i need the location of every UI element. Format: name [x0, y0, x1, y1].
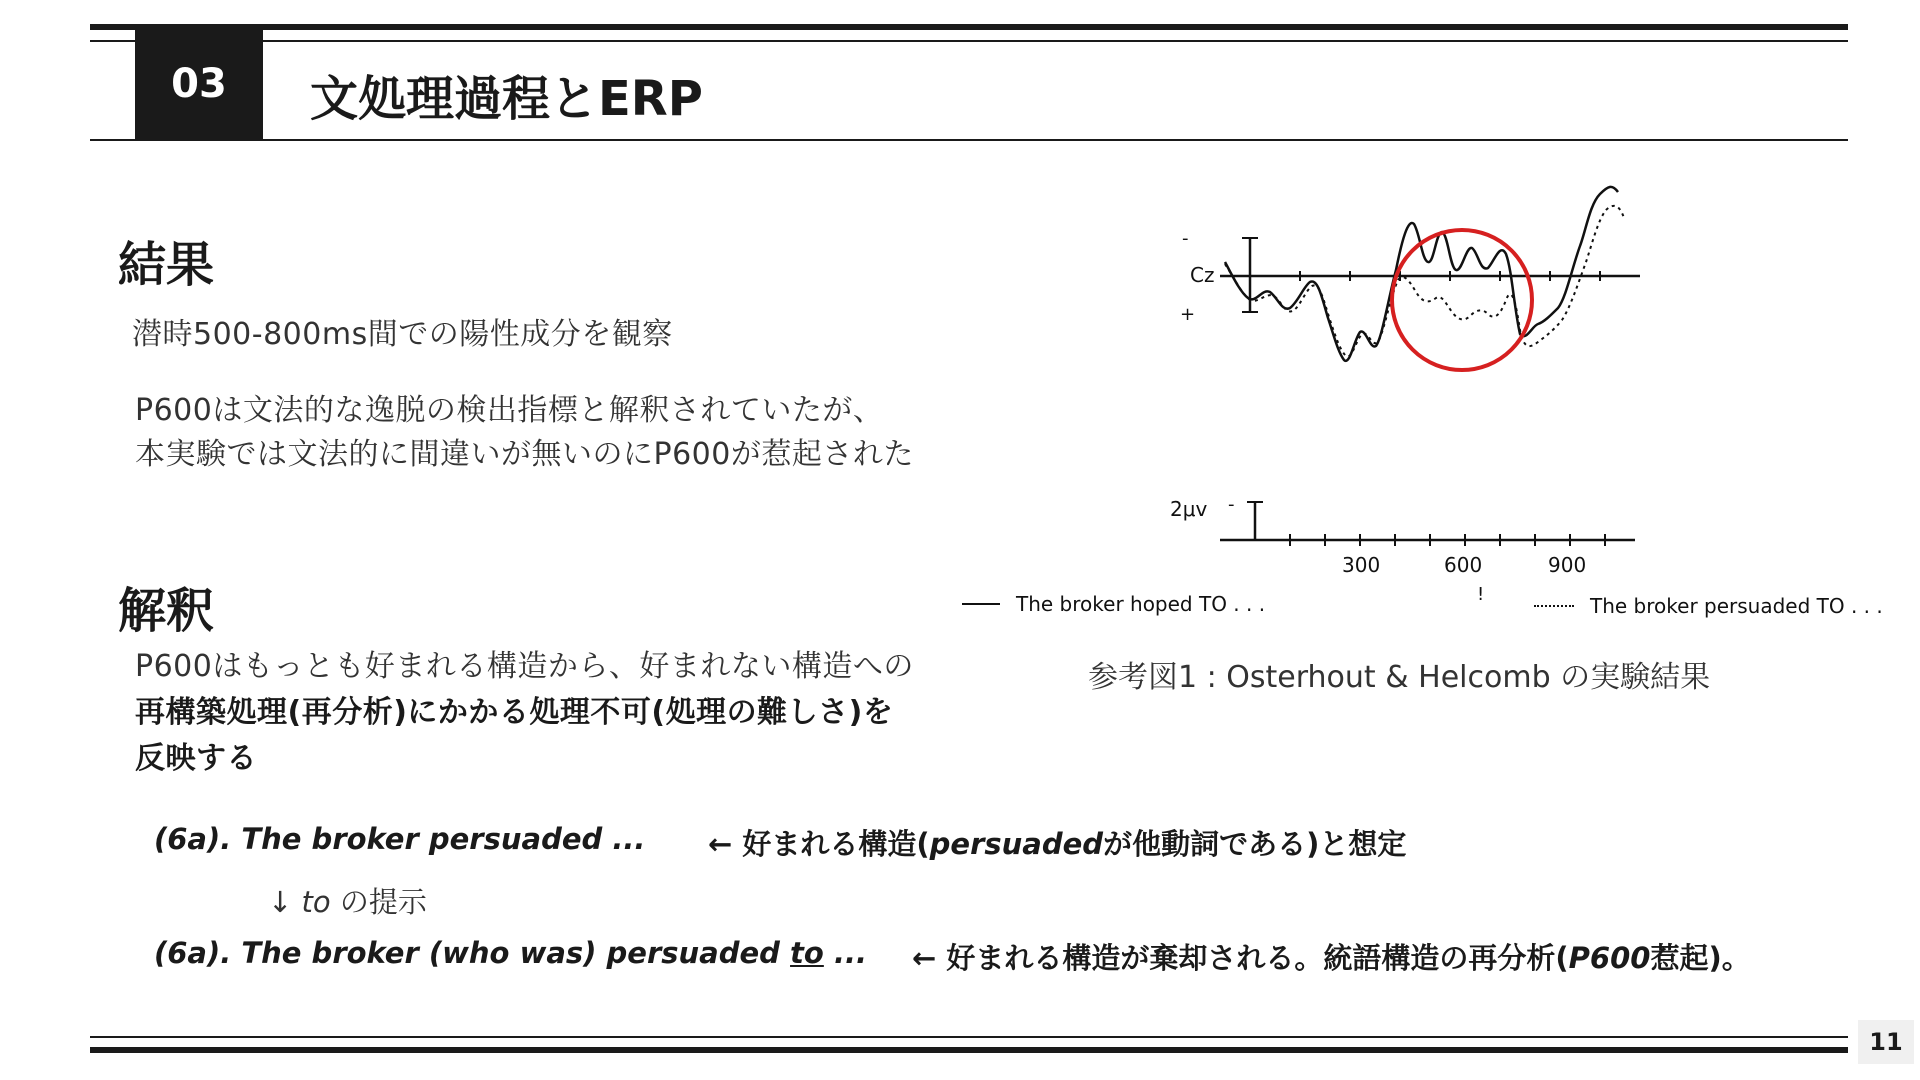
interpretation-line-3: 反映する — [135, 741, 257, 776]
section-number-badge: 03 — [135, 28, 263, 140]
erp-solid-waveform — [1225, 187, 1618, 361]
figure-caption: 参考図1 : Osterhout & Helcomb の実験結果 — [1088, 660, 1711, 695]
channel-label: Cz — [1190, 263, 1215, 287]
legend-dotted-label: The broker persuaded TO . . . — [1590, 594, 1883, 618]
tick-900: 900 — [1548, 553, 1587, 577]
legend-solid-line — [962, 603, 1000, 605]
bottom-thick-rule — [90, 1047, 1848, 1053]
onset-mark: ! — [1477, 584, 1485, 605]
to-presentation-line — [268, 880, 427, 921]
example-2-prefix: (6a). The broker (who was) persuaded — [154, 936, 791, 970]
legend-dotted-line — [1534, 605, 1574, 607]
example-1: (6a). The broker persuaded ... — [154, 822, 646, 856]
down-arrow: ↓ — [268, 885, 302, 919]
example-1-note — [708, 822, 1406, 863]
example-2-note-italic: P600 — [1568, 941, 1651, 975]
example-2-note-b: 惹起)。 — [1650, 941, 1751, 975]
plus-sign: + — [1180, 304, 1196, 325]
page-title: 文処理過程とERP — [310, 71, 703, 127]
tick-600: 600 — [1444, 553, 1483, 577]
legend-solid-label: The broker hoped TO . . . — [1016, 592, 1266, 616]
example-1-note-rest: が他動詞である)と想定 — [1103, 827, 1407, 861]
top-thin-rule — [90, 40, 1848, 42]
bottom-thin-rule — [90, 1036, 1848, 1038]
tick-300: 300 — [1342, 553, 1381, 577]
example-2-note — [912, 936, 1751, 977]
example-1-note-italic: persuaded — [929, 827, 1104, 861]
results-line-1: 潜時500-800ms間での陽性成分を観察 — [132, 317, 673, 352]
interpretation-line-1: P600はもっとも好まれる構造から、好まれない構造への — [135, 649, 914, 684]
page-number: 11 — [1858, 1020, 1914, 1064]
example-2-suffix: ... — [823, 936, 867, 970]
example-1-note-arrow: ← 好まれる構造( — [708, 827, 930, 861]
scale-label: 2μv — [1170, 497, 1208, 521]
p600-highlight-circle — [1392, 230, 1532, 370]
scale-minus: - — [1228, 494, 1235, 515]
top-thick-rule — [90, 24, 1848, 30]
example-2-to: to — [790, 936, 824, 970]
results-line-2: P600は文法的な逸脱の検出指標と解釈されていたが、 — [135, 393, 884, 428]
interpretation-line-2: 再構築処理(再分析)にかかる処理不可(処理の難しさ)を — [135, 695, 894, 730]
to-word: to — [301, 885, 331, 919]
interpretation-heading: 解釈 — [118, 583, 215, 639]
results-heading: 結果 — [118, 237, 215, 293]
example-2-note-a: ← 好まれる構造が棄却される。統語構造の再分析( — [912, 941, 1569, 975]
erp-figure — [1170, 180, 1680, 620]
to-rest: の提示 — [330, 885, 427, 919]
header-bottom-rule — [90, 139, 1848, 141]
example-2 — [154, 936, 867, 970]
erp-dotted-waveform — [1225, 206, 1624, 357]
minus-sign: - — [1182, 228, 1189, 249]
results-line-3: 本実験では文法的に間違いが無いのにP600が惹起された — [135, 437, 914, 472]
